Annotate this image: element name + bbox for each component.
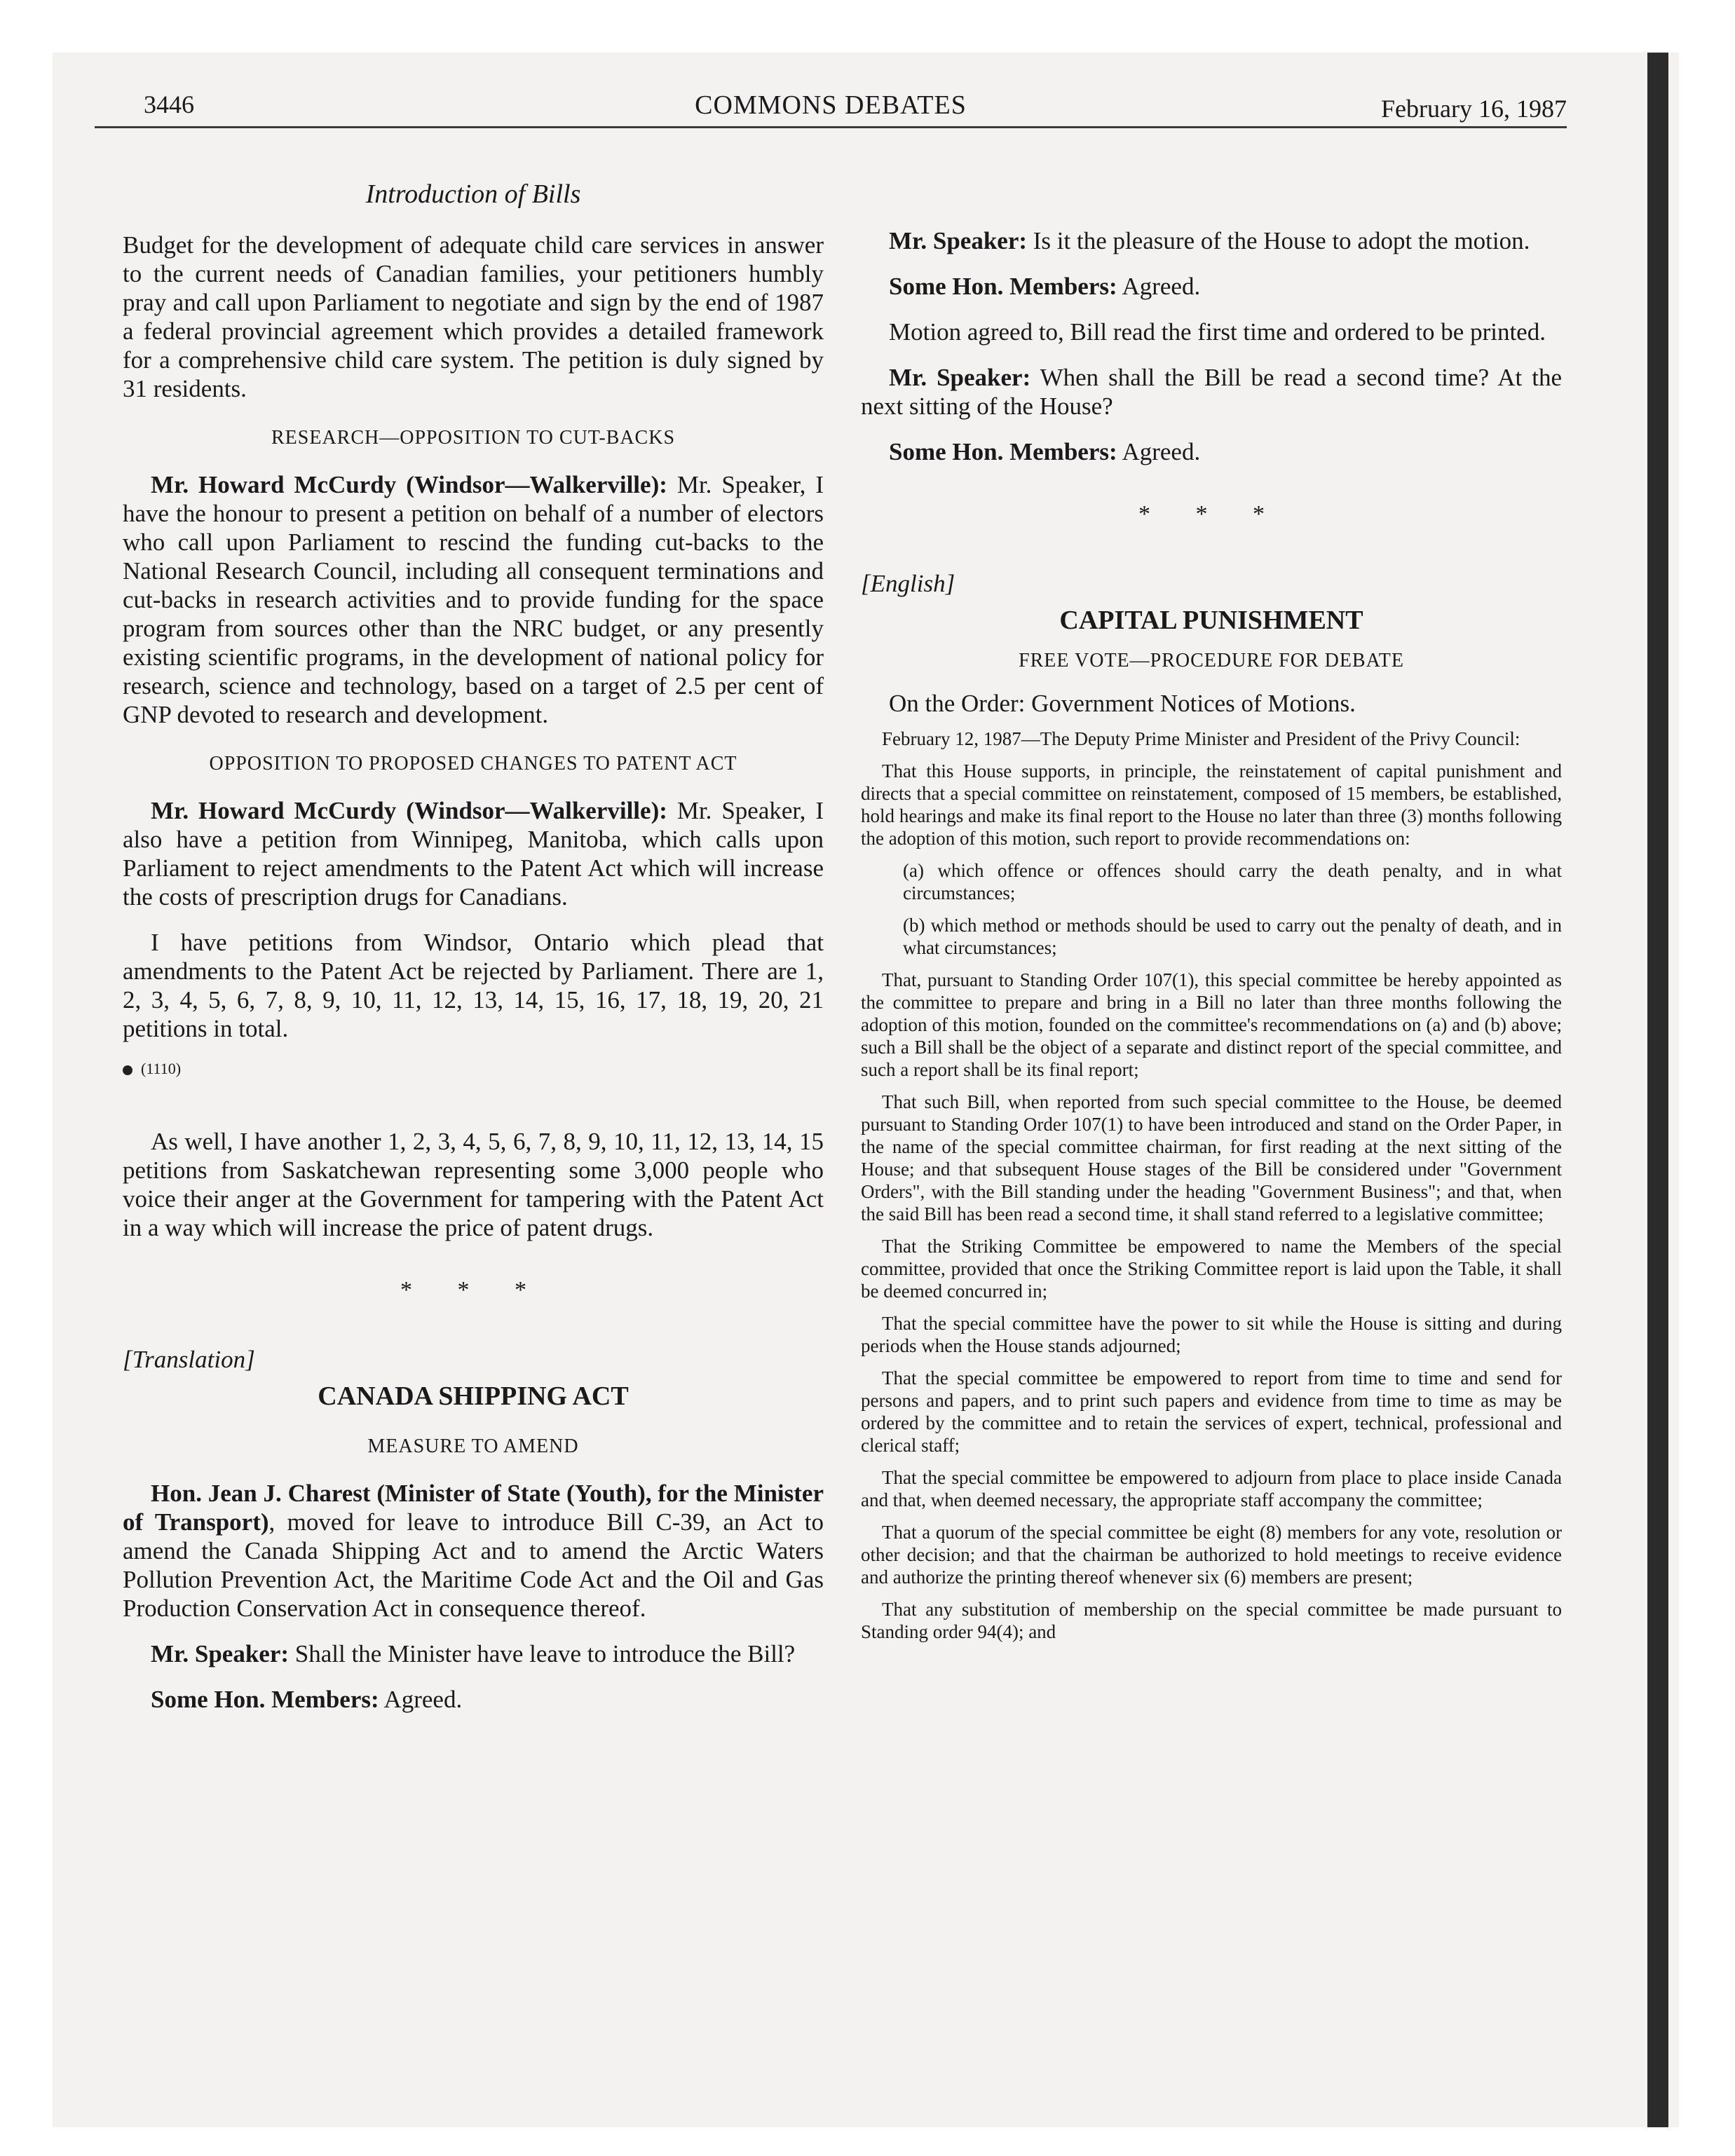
speaker-name: Some Hon. Members: — [889, 438, 1117, 465]
page-header — [95, 84, 1567, 128]
speech-text: , moved for leave to introduce Bill C-39, an Act to amend the Canada Shipping Act and to amend the Arctic Waters Pollution Prevention Act, the Maritime Code Act and the Oil and Gas Production Conservation Act in consequence thereof. — [123, 1508, 824, 1622]
speaker-name: Mr. Howard McCurdy (Windsor—Walkerville): — [151, 797, 667, 824]
speech-text: Agreed. — [1117, 273, 1201, 300]
speech-text: When shall the Bill be read a second time? At the next sitting of the House? — [861, 364, 1562, 420]
language-marker: [Translation] — [123, 1346, 255, 1373]
section-heading: CANADA SHIPPING ACT — [318, 1381, 629, 1411]
page-number: 3446 — [144, 90, 194, 118]
paragraph — [123, 1685, 824, 1714]
speech-text: Is it the pleasure of the House to adopt the motion. — [1027, 227, 1530, 254]
time-text: (1110) — [141, 1060, 182, 1077]
notice-line: February 12, 1987—The Deputy Prime Minister and President of the Privy Council: — [882, 728, 1520, 749]
speaker-name: Mr. Speaker: — [889, 364, 1031, 391]
paragraph — [123, 796, 824, 911]
section-heading: CAPITAL PUNISHMENT — [1059, 606, 1363, 635]
section-label: Introduction of Bills — [365, 179, 581, 209]
motion-subclause: (a) which offence or offences should carry the death penalty, and in what circumstances; — [903, 860, 1562, 903]
publication-title: COMMONS DEBATES — [695, 90, 967, 120]
subheading: FREE VOTE—PROCEDURE FOR DEBATE — [1019, 650, 1404, 671]
motion-clause: That such Bill, when reported from such special committee to the House, be deemed pursuant to Standing Order 107(1) to have been introduced and stand on the Order Paper, in the name of the special committee chairman, for first reading at the next sitting of the House; and that subsequent House stages of the Bill be considered under "Government Orders", with the Bill standing under the heading "Government Business"; and that, when the said Bill has been read a second time, it shall stand referred to a legislative committee; — [861, 1091, 1562, 1224]
paragraph — [123, 1639, 824, 1668]
motion-clause: That any substitution of membership on the special committee be made pursuant to Standing order 94(4); and — [861, 1599, 1562, 1642]
order-of-business: On the Order: Government Notices of Motions. — [889, 690, 1356, 717]
section-divider: * * * — [400, 1277, 546, 1303]
motion-clause: That the Striking Committee be empowered to name the Members of the special committee, provided that once the Striking Committee report is laid upon the Table, it shall be deemed concurred in; — [861, 1236, 1562, 1302]
language-marker: [English] — [861, 570, 955, 597]
left-column — [123, 179, 824, 1731]
speech-text: Mr. Speaker, I also have a petition from Winnipeg, Manitoba, which calls upon Parliament to reject amendments to the Patent Act which will increase the costs of prescription drugs for Canadians. — [123, 797, 824, 910]
section-divider: * * * — [1138, 501, 1284, 527]
time-stamp — [123, 1060, 824, 1078]
motion-clause: That, pursuant to Standing Order 107(1), this special committee be hereby appointed as the committee to prepare and bring in a Bill no later than three months following the adoption of this motion, founded on the committee's recommendations on (a) and (b) above; such a Bill shall be the object of a separate and distinct report of the special committee, and such a report shall be its final report; — [861, 969, 1562, 1080]
paragraph — [861, 437, 1562, 466]
speaker-name: Hon. Jean J. Charest (Minister of State (Youth), for the Minister of Transport) — [123, 1480, 824, 1536]
page-date: February 16, 1987 — [1381, 95, 1567, 123]
subheading: MEASURE TO AMEND — [367, 1435, 579, 1457]
speaker-name: Some Hon. Members: — [889, 273, 1117, 300]
paragraph: I have petitions from Windsor, Ontario which plead that amendments to the Patent Act be rejected by Parliament. There are 1, 2, 3, 4, 5, 6, 7, 8, 9, 10, 11, 12, 13, 14, 15, 16, 17, 18, 19, 20, 21 petitions in total. — [123, 929, 824, 1042]
speech-text: Agreed. — [1117, 438, 1201, 465]
speech-text: Mr. Speaker, I have the honour to present a petition on behalf of a number of electors who call upon Parliament to rescind the funding cut-backs to the National Research Council, including all consequent terminations and cut-backs in research activities and to provide funding for the space program from sources other than the NRC budget, or any presently existing scientific programs, in the development of national policy for research, science and technology, based on a target of 2.5 per cent of GNP devoted to research and development. — [123, 471, 824, 728]
speaker-name: Mr. Speaker: — [151, 1640, 290, 1667]
subheading: OPPOSITION TO PROPOSED CHANGES TO PATENT ACT — [209, 753, 737, 775]
scan-edge-shadow — [1647, 53, 1668, 2127]
speaker-name: Mr. Speaker: — [889, 227, 1028, 254]
paragraph: Motion agreed to, Bill read the first time and ordered to be printed. — [889, 318, 1546, 346]
paragraph — [123, 470, 824, 729]
speech-text: Shall the Minister have leave to introduce the Bill? — [289, 1640, 796, 1667]
motion-clause: That the special committee have the power to sit while the House is sitting and during periods when the House stands adjourned; — [861, 1313, 1562, 1356]
paragraph — [123, 1479, 824, 1623]
paragraph — [861, 272, 1562, 301]
subheading: RESEARCH—OPPOSITION TO CUT-BACKS — [271, 427, 676, 449]
motion-text — [861, 728, 1562, 1643]
motion-clause: That the special committee be empowered to adjourn from place to place inside Canada and that, when deemed necessary, the appropriate staff accompany the committee; — [861, 1467, 1562, 1510]
motion-clause: That the special committee be empowered to report from time to time and send for persons and papers, and to print such papers and evidence from time to time as may be ordered by the committee and to retain the services of expert, technical, professional and clerical staff; — [861, 1367, 1562, 1456]
motion-clause: That this House supports, in principle, the reinstatement of capital punishment and directs that a special committee on reinstatement, composed of 15 members, be established, hold hearings and make its final report to the House no later than three (3) months following the adoption of this motion, such report to provide recommendations on: — [861, 760, 1562, 849]
speech-text: Agreed. — [379, 1686, 463, 1713]
motion-clause: That a quorum of the special committee be eight (8) members for any vote, resolution or other decision; and that the chairman be authorized to hold meetings to receive evidence and authorize the printing thereof whenever six (6) members are present; — [861, 1522, 1562, 1588]
right-column — [861, 179, 1562, 1653]
paragraph: As well, I have another 1, 2, 3, 4, 5, 6, 7, 8, 9, 10, 11, 12, 13, 14, 15 petitions from Saskatchewan representing some 3,000 people who voice their anger at the Government for tampering with the Patent Act in a way which will increase the price of patent drugs. — [123, 1128, 824, 1241]
speaker-name: Mr. Howard McCurdy (Windsor—Walkerville): — [151, 471, 667, 498]
paragraph — [861, 363, 1562, 421]
paragraph — [861, 226, 1562, 255]
bullet-icon — [123, 1065, 132, 1075]
paragraph: Budget for the development of adequate child care services in answer to the current needs of Canadian families, your petitioners humbly pray and call upon Parliament to negotiate and sign by the end of 1987 a federal provincial agreement which provides a detailed framework for a comprehensive child care system. The petition is duly signed by 31 residents. — [123, 231, 824, 402]
motion-subclause: (b) which method or methods should be used to carry out the penalty of death, and in what circumstances; — [903, 915, 1562, 958]
speaker-name: Some Hon. Members: — [151, 1686, 379, 1713]
